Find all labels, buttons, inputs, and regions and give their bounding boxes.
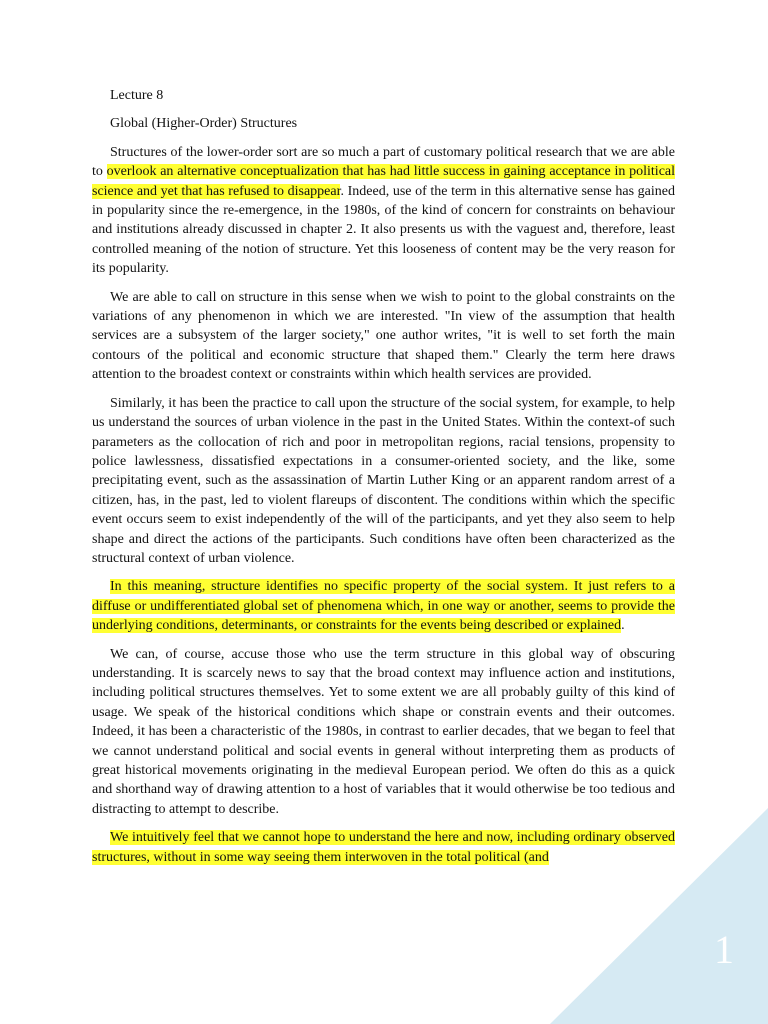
page-number: 1: [714, 927, 734, 972]
paragraph-text: We can, of course, accuse those who use the term structure in this global way of obscuring understanding. It is scarcely news to say that the broad context may influence action and institutions, including political structures themselves. Yet to some extent we are all probably guilty of this kind of usage. We speak of the historical conditions which shape or constrain events and their outcomes. Indeed, it has been a characteristic of the 1980s, in contrast to earlier decades, that we began to feel that we cannot understand political and social events in general without interpreting them as products of great historical movements originating in the medieval European period. We often do this as a quick and shorthand way of drawing attention to a host of variables that it would otherwise be too tedious and distracting to attempt to describe.: [92, 646, 675, 817]
paragraph-4: [92, 577, 675, 635]
section-title: Global (Higher-Order) Structures: [110, 116, 298, 132]
paragraph-2: [92, 288, 675, 385]
paragraph-text: .: [621, 618, 625, 634]
highlighted-text: In this meaning, structure identifies no specific property of the social system. It just refers to a diffuse or undifferentiated global set of phenomena which, in one way or another, seems to provide the underlying conditions, determinants, or constraints for the events being described or explained: [92, 579, 675, 634]
lecture-label: Lecture 8: [110, 88, 164, 103]
highlighted-text: overlook an alternative conceptualization that has had little success in gaining acceptance in political science and yet that has refused to disappear: [92, 164, 676, 199]
paragraph-text: Similarly, it has been the practice to call upon the structure of the social system, for example, to help us understand the sources of urban violence in the past in the United States. Within the context-of such parameters as the collocation of rich and poor in metropolitan regions, racial tensions, propensity to police lawlessness, dissatisfied expectations in a consumer-oriented society, and the like, some precipitating event, such as the assassination of Martin Luther King or an apparent random arrest of a citizen, has, in the past, led to violent flareups of discontent. The conditions within which the specific event occurs seem to exist independently of the will of the participants, and yet they also seem to help shape and direct the actions of the participants. Such conditions have often been characterized as the structural context of urban violence.: [92, 395, 675, 566]
paragraph-text: Structures of the lower-order sort are so much a part of customary political research that we are able to: [92, 144, 675, 180]
highlighted-text: We intuitively feel that we cannot hope to understand the here and now, including ordinary observed structures, without in some way seeing them interwoven in the total political (and: [92, 830, 675, 865]
paragraph-5: [92, 645, 675, 820]
paragraph-text: . Indeed, use of the term in this alternative sense has gained in popularity since the re-emergence, in the 1980s, of the kind of concern for constraints on behaviour and institutions already discussed in chapter 2. It also presents us with the vaguest and, therefore, least controlled meaning of the notion of structure. Yet this looseness of content may be the very reason for its popularity.: [92, 183, 676, 277]
paragraph-6: [92, 828, 675, 867]
paragraph-1: [92, 143, 675, 279]
document-body: [92, 86, 675, 876]
paragraph-3: [92, 394, 675, 569]
paragraph-text: We are able to call on structure in this sense when we wish to point to the global constraints on the variations of any phenomenon in which we are interested. "In view of the assumption that health services are a subsystem of the larger society," one author writes, "it is well to set forth the main contours of the political and economic structure that shaped them." Clearly the term here draws attention to the broadest context or constraints within which health services are provided.: [92, 289, 675, 383]
